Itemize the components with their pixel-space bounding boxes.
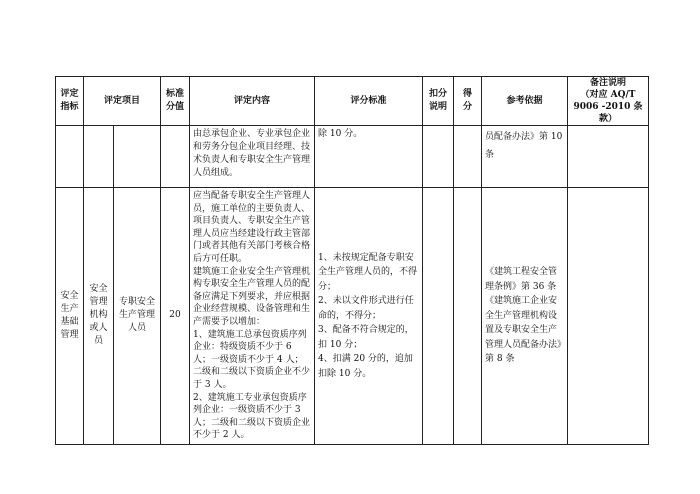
evaluation-table: [55, 76, 649, 445]
cell-score: [161, 126, 190, 188]
header-item: 评定项目: [84, 77, 161, 126]
cell-score: 20: [161, 188, 190, 445]
header-basis: 参考依据: [482, 77, 568, 126]
cell-got: [454, 188, 482, 445]
cell-item-a: [84, 126, 114, 188]
header-content: 评定内容: [190, 77, 315, 126]
cell-item-b: 专职安全 生产管理 人员: [114, 188, 161, 445]
cell-got: [454, 126, 482, 188]
header-row: [56, 77, 649, 126]
cell-basis: 《建筑工程安全管理条例》第 36 条 《建筑施工企业安全生产管理机构设置及专职安全生产管理人员配备办法》第 8 条: [482, 188, 568, 445]
header-standard: 评分标准: [315, 77, 423, 126]
cell-item-a: 安全 管理 机构 或人 员: [84, 188, 114, 445]
cell-content: 应当配备专职安全生产管理人员，施工单位的主要负责人、项目负责人、专职安全生产管理人员应当经建设行政主管部门或者其他有关部门考核合格后方可任职。 建筑施工企业安全生产管理机构专职安全生产管理人员的配备应满足下列要求，并应根据企业经营规模、设备管理和生产需要予以增加： 1、建筑施工总承包资质序列企业：特级资质不少于 6 人；一级资质不少于 4 人；二级和二级以下资质企业不少于 3 人。 2、建筑施工专业承包资质序列企业：一级资质不少于 3 人；二级和二级以下资质企业不少于 2 人。: [190, 188, 315, 445]
cell-deduct: [423, 188, 454, 445]
header-indicator: 评定 指标: [56, 77, 84, 126]
header-score: 标准 分值: [161, 77, 190, 126]
header-got: 得 分: [454, 77, 482, 126]
table-row: [56, 188, 649, 445]
cell-content: 由总承包企业、专业承包企业和劳务分包企业项目经理、技术负责人和专职安全生产管理人员组成。: [190, 126, 315, 188]
cell-note: [568, 126, 649, 188]
cell-indicator: [56, 126, 84, 188]
header-deduct: 扣分 说明: [423, 77, 454, 126]
cell-basis: 员配备办法》第 10 条: [482, 126, 568, 188]
cell-item-b: [114, 126, 161, 188]
cell-deduct: [423, 126, 454, 188]
cell-standard: 1、未按规定配备专职安全生产管理人员的，不得分； 2、未以文件形式进行任命的，不得分； 3、配备不符合规定的，扣 10 分； 4、扣满 20 分的，追加扣除 10 分。: [315, 188, 423, 445]
table-row: [56, 126, 649, 188]
cell-note: [568, 188, 649, 445]
header-note: 备注说明 （对应 AQ/T 9006 -2010 条款）: [568, 77, 649, 126]
cell-indicator: 安全 生产 基础 管理: [56, 188, 84, 445]
cell-standard: 除 10 分。: [315, 126, 423, 188]
